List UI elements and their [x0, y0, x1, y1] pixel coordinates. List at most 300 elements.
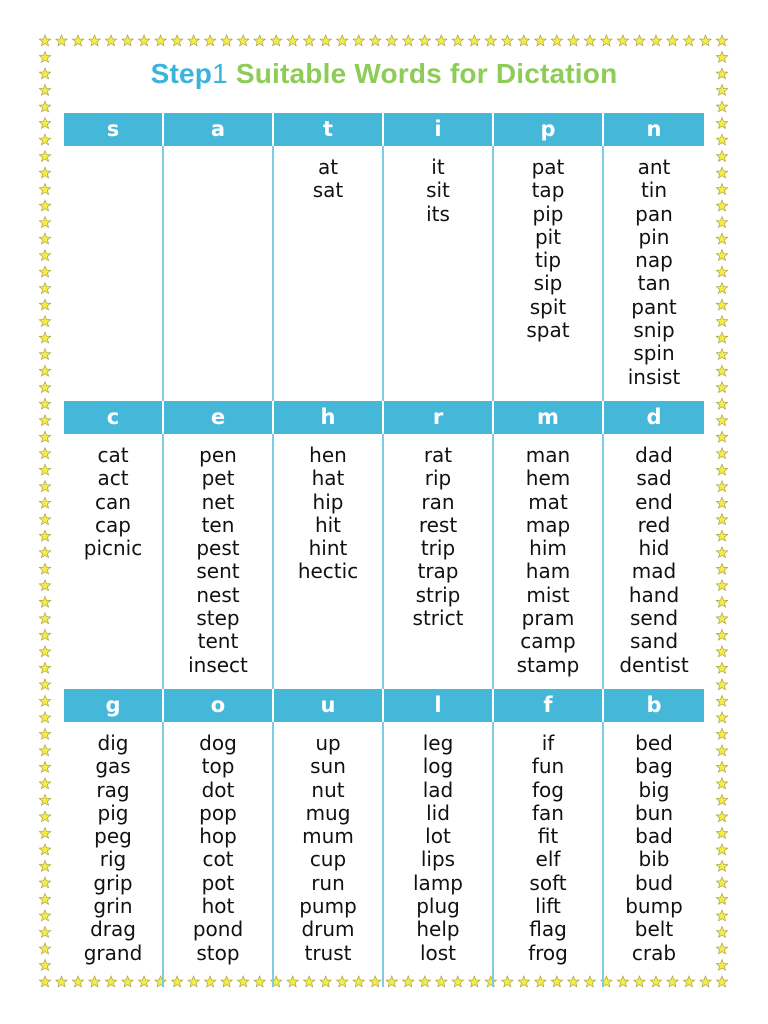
star-icon — [254, 35, 265, 46]
word-column-o — [164, 722, 274, 987]
star-icon — [716, 563, 727, 574]
star-icon — [39, 646, 50, 657]
word-item: spit — [529, 294, 567, 319]
word-item: cap — [95, 512, 131, 537]
star-icon — [39, 728, 50, 739]
word-item: lad — [422, 777, 454, 802]
letter-header-s: s — [64, 113, 164, 146]
word-item: dot — [201, 777, 235, 802]
star-icon — [716, 382, 727, 393]
word-item: him — [529, 536, 567, 561]
star-icon — [716, 101, 727, 112]
word-item: pat — [531, 155, 565, 179]
word-item: pond — [192, 917, 244, 942]
star-icon — [716, 200, 727, 211]
word-item: ant — [637, 155, 671, 179]
word-item: grin — [93, 894, 133, 919]
star-icon — [188, 35, 199, 46]
star-icon — [39, 596, 50, 607]
star-icon — [716, 596, 727, 607]
word-item: top — [201, 754, 235, 779]
letter-header-n: n — [646, 117, 662, 141]
star-icon — [716, 695, 727, 706]
word-column-l — [384, 722, 494, 987]
star-icon — [716, 877, 727, 888]
word-item: trust — [304, 940, 352, 965]
word-item: ran — [421, 489, 455, 514]
word-item: hectic — [297, 559, 359, 584]
star-icon — [650, 35, 661, 46]
star-icon — [39, 365, 50, 376]
letter-header-p: p — [494, 113, 604, 146]
word-column-m — [494, 434, 604, 689]
star-icon — [39, 778, 50, 789]
word-item: plug — [416, 894, 460, 919]
word-item: mad — [631, 559, 677, 584]
star-icon — [716, 844, 727, 855]
star-icon — [716, 365, 727, 376]
star-icon — [39, 101, 50, 112]
star-icon — [386, 35, 397, 46]
word-column-d — [604, 434, 704, 689]
word-item: it — [431, 155, 445, 179]
star-icon — [39, 563, 50, 574]
star-icon — [105, 35, 116, 46]
star-icon — [39, 976, 50, 987]
word-item: bud — [634, 870, 674, 895]
star-icon — [452, 35, 463, 46]
word-item: hand — [628, 582, 680, 607]
star-icon — [716, 778, 727, 789]
star-icon — [39, 712, 50, 723]
star-icon — [716, 827, 727, 838]
star-icon — [716, 943, 727, 954]
word-item: its — [426, 201, 450, 226]
word-item: fan — [532, 800, 564, 825]
letter-header-h: h — [274, 401, 384, 434]
word-item: gas — [95, 754, 131, 779]
star-icon — [716, 497, 727, 508]
word-item: leg — [422, 731, 454, 755]
word-item: rag — [96, 777, 130, 802]
word-item: pig — [97, 800, 129, 825]
star-icon — [39, 959, 50, 970]
star-icon — [89, 35, 100, 46]
star-icon — [39, 580, 50, 591]
star-icon — [716, 811, 727, 822]
word-item: insist — [627, 364, 681, 389]
word-item: pit — [534, 224, 562, 249]
word-columns — [64, 434, 704, 689]
title-step: Step — [150, 58, 213, 89]
star-icon — [39, 200, 50, 211]
word-item: sat — [312, 178, 344, 203]
word-column-e — [164, 434, 274, 689]
star-icon — [39, 893, 50, 904]
word-item: dentist — [619, 652, 689, 677]
star-icon — [39, 910, 50, 921]
star-icon — [39, 844, 50, 855]
word-item: bag — [635, 754, 673, 779]
word-item: hen — [309, 443, 347, 467]
letter-header-a: a — [164, 113, 274, 146]
word-column-i — [384, 146, 494, 401]
letter-header-i: i — [384, 113, 494, 146]
word-item: sun — [310, 754, 346, 779]
word-item: rat — [423, 443, 453, 467]
star-icon — [716, 860, 727, 871]
star-icon — [39, 662, 50, 673]
letter-header-c: c — [64, 401, 164, 434]
letter-header-u: u — [274, 689, 384, 722]
star-icon — [39, 530, 50, 541]
word-item: bed — [635, 731, 673, 755]
star-icon — [716, 481, 727, 492]
star-icon — [716, 893, 727, 904]
star-icon — [716, 349, 727, 360]
word-item: sip — [533, 271, 563, 296]
dictation-word-table — [64, 113, 704, 987]
word-item: tent — [197, 629, 239, 654]
word-columns — [64, 722, 704, 987]
star-icon — [320, 35, 331, 46]
letter-header-row — [64, 689, 704, 722]
word-item: step — [196, 606, 240, 631]
star-icon — [419, 35, 430, 46]
word-item: bib — [638, 847, 670, 872]
star-icon — [716, 728, 727, 739]
word-item: belt — [634, 917, 674, 942]
star-icon — [716, 712, 727, 723]
word-item: soft — [529, 870, 567, 895]
word-item: hid — [638, 536, 670, 561]
star-icon — [716, 217, 727, 228]
word-item: rig — [99, 847, 127, 872]
star-icon — [716, 547, 727, 558]
star-icon — [716, 35, 727, 46]
star-icon — [39, 761, 50, 772]
word-item: tap — [531, 178, 565, 203]
word-item: bad — [635, 824, 673, 849]
word-item: end — [635, 489, 673, 514]
star-icon — [39, 943, 50, 954]
star-icon — [39, 431, 50, 442]
word-item: rip — [424, 466, 452, 491]
word-item: fit — [537, 824, 559, 849]
star-icon — [716, 118, 727, 129]
word-item: hat — [311, 466, 345, 491]
word-item: lost — [419, 940, 457, 965]
word-item: tan — [637, 271, 671, 296]
star-icon — [39, 448, 50, 459]
word-item: cot — [202, 847, 234, 872]
star-icon — [716, 167, 727, 178]
star-icon — [39, 398, 50, 409]
star-icon — [716, 184, 727, 195]
star-icon — [716, 976, 727, 987]
word-item: stop — [196, 940, 240, 965]
page-title — [0, 58, 768, 90]
star-icon — [353, 35, 364, 46]
word-item: spat — [526, 318, 570, 343]
word-item: pen — [199, 443, 237, 467]
star-icon — [601, 35, 612, 46]
word-item: insect — [188, 652, 248, 677]
word-item: pin — [638, 224, 670, 249]
star-icon — [535, 35, 546, 46]
word-item: pant — [631, 294, 677, 319]
word-item: spin — [633, 341, 675, 366]
star-icon — [39, 415, 50, 426]
star-icon — [716, 926, 727, 937]
star-icon — [716, 745, 727, 756]
word-item: mat — [528, 489, 568, 514]
word-item: man — [525, 443, 571, 467]
letter-header-m: m — [494, 401, 604, 434]
star-icon — [39, 151, 50, 162]
star-icon — [716, 464, 727, 475]
star-icon — [683, 35, 694, 46]
word-item: bump — [625, 894, 683, 919]
star-icon — [287, 35, 298, 46]
word-item: frog — [528, 940, 568, 965]
star-icon — [39, 811, 50, 822]
word-column-s — [64, 146, 164, 401]
star-icon — [716, 151, 727, 162]
word-item: cat — [97, 443, 129, 467]
star-icon — [716, 646, 727, 657]
star-icon — [39, 679, 50, 690]
word-item: pram — [521, 606, 575, 631]
star-icon — [716, 910, 727, 921]
star-icon — [39, 349, 50, 360]
star-icon — [39, 745, 50, 756]
word-item: hot — [201, 894, 235, 919]
word-item: big — [638, 777, 670, 802]
word-item: hit — [314, 512, 342, 537]
star-icon — [39, 695, 50, 706]
word-column-f — [494, 722, 604, 987]
word-item: sand — [629, 629, 679, 654]
star-icon — [716, 134, 727, 145]
star-icon — [39, 118, 50, 129]
star-icon — [39, 134, 50, 145]
word-item: log — [422, 754, 454, 779]
word-item: sit — [426, 178, 450, 203]
word-item: lips — [420, 847, 456, 872]
star-icon — [716, 679, 727, 690]
word-item: pump — [299, 894, 357, 919]
star-icon — [716, 398, 727, 409]
star-icon — [337, 35, 348, 46]
star-icon — [716, 662, 727, 673]
star-icon — [716, 299, 727, 310]
star-icon — [469, 35, 480, 46]
word-item: at — [317, 155, 339, 179]
star-icon — [39, 629, 50, 640]
star-icon — [518, 35, 529, 46]
star-icon — [122, 35, 133, 46]
star-icon — [39, 547, 50, 558]
star-icon — [39, 464, 50, 475]
word-item: hem — [525, 466, 571, 491]
star-icon — [138, 35, 149, 46]
word-item: elf — [535, 847, 561, 872]
star-icon — [617, 35, 628, 46]
word-item: act — [97, 466, 129, 491]
word-item: cup — [309, 847, 347, 872]
word-column-h — [274, 434, 384, 689]
star-icon — [716, 266, 727, 277]
word-item: lift — [535, 894, 561, 919]
star-icon — [39, 613, 50, 624]
word-item: pip — [532, 201, 564, 226]
word-item: nap — [635, 248, 673, 273]
star-icon — [716, 530, 727, 541]
star-icon — [700, 35, 711, 46]
word-item: fog — [532, 777, 564, 802]
word-item: ten — [201, 512, 235, 537]
word-item: mist — [526, 582, 570, 607]
star-icon — [56, 35, 67, 46]
letter-header-t: t — [274, 113, 384, 146]
word-column-r — [384, 434, 494, 689]
star-icon — [485, 35, 496, 46]
word-item: dig — [97, 731, 129, 755]
word-item: tin — [640, 178, 668, 203]
star-icon — [667, 35, 678, 46]
star-icon — [39, 217, 50, 228]
star-icon — [716, 794, 727, 805]
letter-header-l: l — [384, 689, 494, 722]
star-icon — [716, 514, 727, 525]
letter-band-2 — [64, 401, 704, 689]
word-item: mug — [305, 800, 351, 825]
star-icon — [716, 415, 727, 426]
star-icon — [39, 794, 50, 805]
star-icon — [204, 35, 215, 46]
star-icon — [39, 860, 50, 871]
star-icon — [39, 184, 50, 195]
star-icon — [716, 580, 727, 591]
word-item: drag — [90, 917, 136, 942]
word-item: snip — [633, 318, 675, 343]
word-item: if — [541, 731, 555, 755]
star-icon — [39, 266, 50, 277]
letter-header-g: g — [64, 689, 164, 722]
word-item: nut — [311, 777, 345, 802]
star-icon — [39, 926, 50, 937]
word-item: pan — [635, 201, 673, 226]
star-icon — [716, 316, 727, 327]
star-icon — [370, 35, 381, 46]
word-item: stamp — [516, 652, 580, 677]
word-item: red — [637, 512, 671, 537]
star-icon — [39, 514, 50, 525]
star-icon — [716, 332, 727, 343]
star-icon — [39, 299, 50, 310]
word-item: grand — [83, 940, 143, 965]
word-item: send — [629, 606, 679, 631]
word-column-g — [64, 722, 164, 987]
star-icon — [39, 877, 50, 888]
letter-header-o: o — [164, 689, 274, 722]
star-icon — [436, 35, 447, 46]
star-icon — [155, 35, 166, 46]
star-icon — [171, 35, 182, 46]
star-icon — [303, 35, 314, 46]
word-item: map — [525, 512, 571, 537]
word-columns — [64, 146, 704, 401]
word-item: sent — [196, 559, 240, 584]
word-item: drum — [301, 917, 355, 942]
star-icon — [634, 35, 645, 46]
word-column-u — [274, 722, 384, 987]
letter-header-r: r — [384, 401, 494, 434]
star-icon — [39, 481, 50, 492]
word-column-n — [604, 146, 704, 401]
letter-header-e: e — [164, 401, 274, 434]
letter-header-row — [64, 113, 704, 146]
word-item: dog — [199, 731, 237, 755]
word-item: crab — [631, 940, 677, 965]
star-icon — [716, 629, 727, 640]
star-icon — [39, 250, 50, 261]
word-item: nest — [196, 582, 240, 607]
word-item: sad — [636, 466, 672, 491]
word-item: ham — [525, 559, 571, 584]
word-item: trap — [417, 559, 459, 584]
star-icon — [39, 283, 50, 294]
star-icon — [270, 35, 281, 46]
word-item: fun — [531, 754, 565, 779]
word-item: lot — [425, 824, 451, 849]
word-item: strict — [412, 606, 464, 631]
star-icon — [221, 35, 232, 46]
word-column-t — [274, 146, 384, 401]
word-item: pet — [201, 466, 235, 491]
word-item: net — [201, 489, 235, 514]
word-item: grip — [93, 870, 133, 895]
star-icon — [716, 431, 727, 442]
word-item: up — [315, 731, 341, 755]
word-item: mum — [302, 824, 354, 849]
star-icon — [403, 35, 414, 46]
word-column-c — [64, 434, 164, 689]
word-item: pop — [199, 800, 237, 825]
star-icon — [39, 167, 50, 178]
letter-header-d: d — [646, 405, 662, 429]
word-item: trip — [420, 536, 456, 561]
star-icon — [39, 316, 50, 327]
word-item: hop — [199, 824, 237, 849]
word-item: can — [95, 489, 131, 514]
star-icon — [39, 35, 50, 46]
letter-header-row — [64, 401, 704, 434]
word-item: strip — [415, 582, 461, 607]
word-item: tip — [534, 248, 562, 273]
word-item: help — [416, 917, 460, 942]
word-item: camp — [520, 629, 576, 654]
word-item: hip — [312, 489, 344, 514]
star-icon — [716, 761, 727, 772]
star-icon — [39, 332, 50, 343]
word-item: peg — [94, 824, 132, 849]
star-icon — [39, 827, 50, 838]
word-item: flag — [529, 917, 567, 942]
star-icon — [716, 283, 727, 294]
word-item: run — [311, 870, 345, 895]
